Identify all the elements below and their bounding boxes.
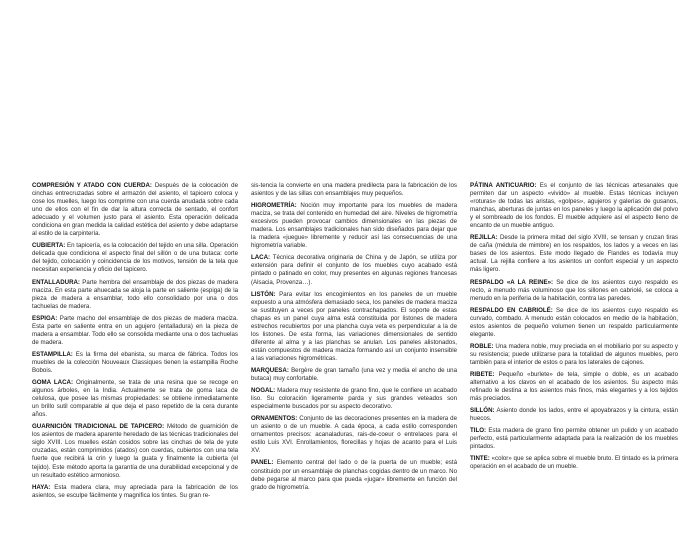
glossary-entry (32, 279, 238, 311)
glossary-entry (251, 254, 457, 286)
glossary-term: REJILLA: (470, 234, 498, 242)
glossary-entry (32, 182, 238, 238)
glossary-term: ORNAMENTOS: (251, 415, 298, 423)
glossary-definition: Asiento donde los lados, entre el apoyabrazos y la cintura, están huecos. (470, 407, 678, 423)
glossary-definition: Parte hembra del ensamblaje de dos piezas de madera maciza. En esta parte ahuecada se aloja la parte en saliente (espiga) de la pieza de madera a ensamblar, todo ello consolidado por una o dos tachuelas de madera. (32, 278, 238, 310)
glossary-entry (470, 234, 678, 274)
glossary-entry (251, 415, 457, 455)
glossary-definition: «color» que se aplica sobre el mueble bruto. El tintado es la primera operación en el acabado de un mueble. (470, 455, 678, 471)
glossary-definition: Es el conjunto de las técnicas artesanales que permiten dar un aspecto «vivido» al mueble. Estas técnicas incluyen «roturas» de todas las aristas, «golpes», agujeros y galerías de gusanos, manchas, aberturas de juntas en los paneles y luego la aplicación del polvo y el sombreado de los fondos. El mueble adquiere así el aspecto lleno de encanto de un mueble antiguo. (470, 182, 678, 230)
glossary-definition: En tapicería, es la colocación del tejido en una silla. Operación delicada que condiciona el aspecto final del sillón o de una butaca: corte del tejido, colocación y coincidencia de los motivos, tensión de la tela que necesitan experiencia y oficio del tapicero. (32, 242, 238, 274)
glossary-term: MARQUESA: (251, 366, 289, 374)
glossary-column-2 (251, 182, 457, 496)
glossary-definition: Madera muy resistente de grano fino, que le confiere un acabado liso. Su coloración ligeramente parda y sus grandes veteados son especialmente buscados por su aspecto decorativo. (251, 387, 457, 411)
glossary-definition: Originalmente, se trata de una resina que se recoge en algunos árboles, en la India. Actualmente se trata de goma laca de celulosa, que posee las mismas propiedades: se obtiene inmediatamente un brillo sutil comparable al que deja el paso repetido de la cera durante años. (32, 379, 238, 419)
glossary-column-1 (32, 182, 238, 504)
glossary-entry (251, 367, 457, 383)
glossary-term: CUBIERTA: (32, 242, 66, 250)
glossary-definition: Desde la primera mitad del siglo XVIII, se tensan y cruzan tiras de caña (médula de mimbre) en los respaldos, los lados y a veces en las bases de los asientos. Este modo llegado de Flandes es todavía muy actual. La rejilla confiere a los asientos un confort especial y un aspecto más ligero. (470, 234, 678, 274)
glossary-entry (32, 423, 238, 479)
glossary-entry (470, 455, 678, 471)
glossary-term: PANEL: (251, 459, 274, 467)
glossary-term: PÁTINA ANTICUARIO: (470, 182, 537, 189)
glossary-entry (251, 459, 457, 491)
glossary-definition: Técnica decorativa originaria de China y de Japón, se utiliza por extensión para definir el conjunto de los muebles cuyo acabado está pintado o patinado en color, muy presentes en algunas regiones francesas (Alsacia, Provenza…). (251, 254, 457, 286)
glossary-term: ESTAMPILLA: (32, 350, 73, 358)
glossary-term: LISTÓN: (251, 290, 276, 298)
glossary-definition: Método de guarnición de los asientos de madera aparente heredado de las técnicas tradicionales del siglo XVIII. Los muelles están cosidos sobre las cinchas de tela de yute cruzadas, están comprimidos (atados) con cuerdas, cubiertos con una tela fuerte que recibirá la crin y luego la guata y finalmente la cubierta (el tejido). Este método aporta la garantía de una durabilidad excepcional y de un resultado estético armonioso. (32, 423, 238, 479)
glossary-definition: Noción muy importante para los muebles de madera maciza, se trata del contenido en humedad del aire. Niveles de higrometría excesivos pueden provocar cambios dimensionales en las piezas de madera. Los ensamblajes tradicionales han sido diseñados para dejar que la madera «juegue» libremente y reducir así las consecuencias de una higrometría variable. (251, 202, 457, 250)
glossary-entry (32, 484, 238, 500)
glossary-definition: Conjunto de las decoraciones presentes en la madera de un asiento o de un mueble. A cada época, a cada estilo corresponden ornamentos precisos: acanaladuras, rais-de-coeur o entrelaces para el estilo Luis XVI. Enrollamientos, florecillas y hojas de acanto para el Luis XV. (251, 415, 457, 455)
glossary-definition: Pequeño «burlete» de tela, simple o doble, es un acabado alternativo a los clavos en el acabado de los asientos. Su aspecto más refinado le destina a los asientos más finos, más elegantes y a los tejidos más preciados. (470, 370, 678, 403)
glossary-entry (251, 182, 457, 198)
glossary-term: TINTE: (470, 455, 490, 463)
glossary-entry (470, 407, 678, 423)
glossary-term: COMPRESIÓN Y ATADO CON CUERDA: (32, 182, 152, 189)
glossary-term: HIGROMETRÍA: (251, 202, 297, 210)
glossary-term: GOMA LACA: (32, 379, 73, 387)
glossary-term: ROBLE: (470, 342, 494, 350)
glossary-entry (251, 291, 457, 363)
glossary-entry (470, 279, 678, 303)
glossary-term: RESPALDO «A LA REINE»: (470, 278, 554, 286)
glossary-term: TILO: (470, 427, 487, 435)
glossary-entry (32, 242, 238, 274)
glossary-entry (470, 427, 678, 451)
glossary-definition: Esta madera de grano fino permite obtener un pulido y un acabado perfecto, está particularmente adaptada para la realización de los muebles pintados. (470, 427, 678, 451)
glossary-term: ENTALLADURA: (32, 278, 80, 286)
glossary-definition: Bergère de gran tamaño (una vez y media el ancho de una butaca) muy confortable. (251, 366, 457, 383)
glossary-term: LACA: (251, 254, 271, 262)
glossary-definition: sis-tencia la convierte en una madera predilecta para la fabricación de los asientos y de las sillas con ensamblajes muy pequeños. (251, 182, 457, 198)
glossary-entry (470, 182, 678, 230)
glossary-definition: Se dice de los asientos cuyo respaldo es recto, a menudo más voluminoso que los sillones en cabriolé, se coloca a menudo en la periferia de la habitación, contra las paredes. (470, 278, 678, 302)
glossary-entry (251, 202, 457, 250)
glossary-definition: Una madera noble, muy preciada en el mobiliario por su aspecto y su resistencia; puede utilizarse para la totalidad de algunos muebles, pero también para el interior de estos o para los laterales de cajones. (470, 342, 678, 366)
glossary-entry (470, 307, 678, 339)
glossary-entry (470, 371, 678, 403)
glossary-term: RIBETE: (470, 370, 495, 378)
glossary-column-3 (470, 182, 678, 476)
glossary-entry (32, 379, 238, 419)
glossary-definition: Para evitar los encogimientos en los paneles de un mueble expuesto a una atmósfera demasiado seca, los paneles de madera maciza se sustituyen a veces por paneles contrachapados. El soporte de estas chapas es un panel cuya alma está constituida por listones de madera estrechos recubiertos por una plancha cuya veta es perpendicular a la de los listones. De esta forma, las variaciones dimensionales de sentido diferente al alma y a las planchas se anulan. Los paneles alistonados, están compuestos de madera maciza formando así un conjunto insensible a las variaciones higrométricas. (251, 290, 457, 362)
glossary-term: HAYA: (32, 483, 51, 491)
glossary-term: SILLÓN: (470, 407, 495, 415)
glossary-term: NOGAL: (251, 387, 276, 395)
glossary-term: GUARNICIÓN TRADICIONAL DE TAPICERO: (32, 423, 165, 431)
glossary-term: RESPALDO EN CABRIOLÉ: (470, 306, 553, 314)
glossary-entry (470, 343, 678, 367)
glossary-definition: Parte macho del ensamblaje de dos piezas de madera maciza. Esta parte en saliente entra en un agujero (entalladura) en la pieza de madera a ensamblar. Todo ello se consolida mediante una o dos tachuelas de madera. (32, 314, 238, 346)
glossary-definition: Es la firma del ebanista, su marca de fábrica. Todos los muebles de la colección Nouveaux Classiques tienen la estampilla Roche Bobois. (32, 350, 238, 374)
glossary-entry (32, 351, 238, 375)
glossary-definition: Se dice de los asientos cuyo respaldo es curvado, combado. A menudo están colocados en medio de la habitación, estos asientos de pequeño volumen tienen un respaldo particularmente elegante. (470, 306, 678, 338)
glossary-entry (251, 387, 457, 411)
glossary-entry (32, 315, 238, 347)
glossary-definition: Después de la colocación de cinchas entrecruzadas sobre el armazón del asiento, el tapicero coloca y cose los muelles, luego los comprime con una cuerda anudada sobre cada uno de ellos con el fin de dar la altura correcta de sentado, el confort adecuado y el volumen justo para el asiento. Esta operación delicada condiciona en gran medida la calidad estética del asiento y debe adaptarse al estilo de la carpintería. (32, 182, 238, 238)
glossary-definition: Elemento central del lado o de la puerta de un mueble; está constituido por un ensamblaje de planchas cogidas dentro de un marco. No debe pegarse al marco para que pueda «jugar» libremente en función del grado de higrometría. (251, 459, 457, 491)
glossary-definition: Esta madera clara, muy apreciada para la fabricación de los asientos, se esculpe fácilmente y magnifica los tintes. Su gran re- (32, 483, 238, 499)
glossary-term: ESPIGA: (32, 314, 58, 322)
